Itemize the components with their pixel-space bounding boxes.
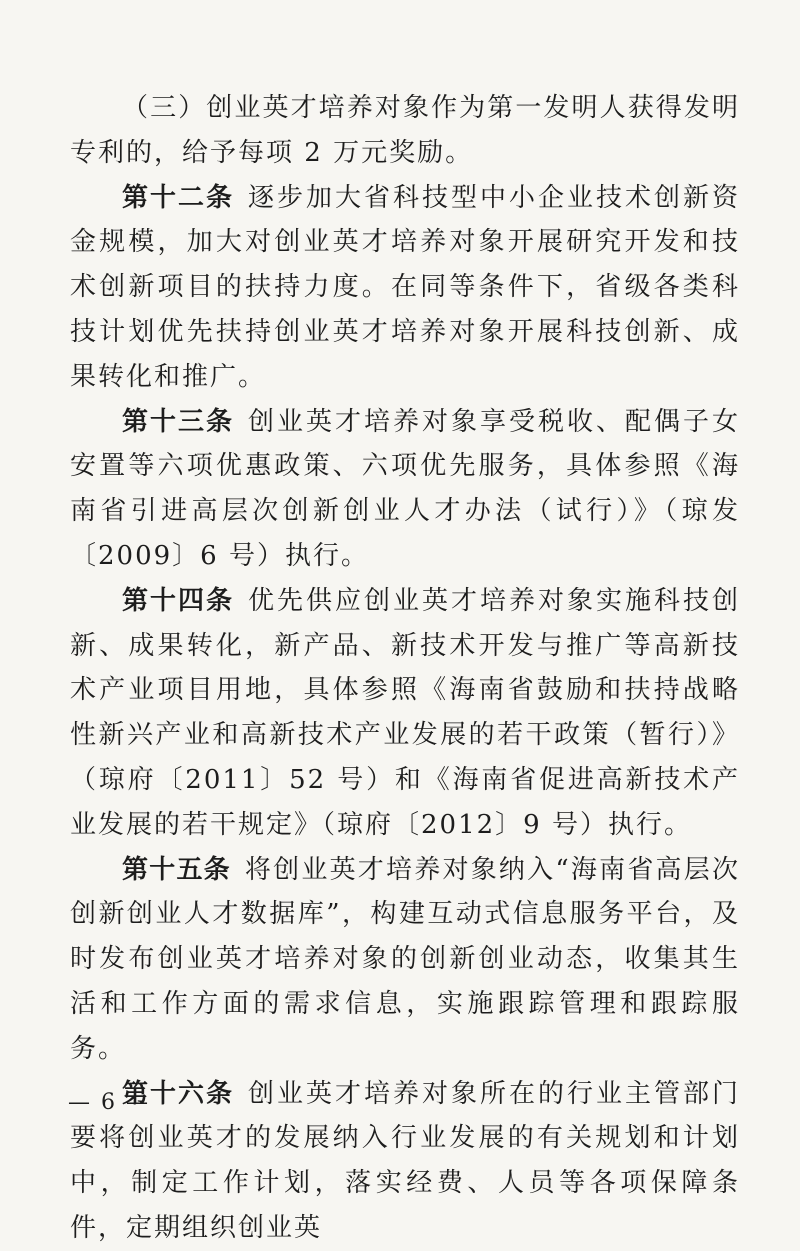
paragraph-text: 优先供应创业英才培养对象实施科技创新、成果转化，新产品、新技术开发与推广等高新技术产业项目用地，具体参照《海南省鼓励和扶持战略性新兴产业和高新技术产业发展的若干政策（暂行）》（琼府〔2011〕52 号）和《海南省促进高新技术产业发展的若干规定》（琼府〔2012〕9 号）执行。 [70,585,740,840]
article-13 [70,400,740,579]
article-12 [70,176,740,400]
article-16 [70,1072,740,1251]
article-heading: 第十四条 [122,585,234,616]
page-number: — 6 — [68,1090,150,1115]
article-heading: 第十三条 [122,406,234,437]
article-15 [70,848,740,1072]
paragraph-text: （三）创业英才培养对象作为第一发明人获得发明专利的，给予每项 2 万元奖励。 [70,93,740,168]
paragraph-text: 逐步加大省科技型中小企业技术创新资金规模，加大对创业英才培养对象开展研究开发和技术创新项目的扶持力度。在同等条件下，省级各类科技计划优先扶持创业英才培养对象开展科技创新、成果转化和推广。 [70,182,740,392]
article-heading: 第十五条 [122,854,231,885]
paragraph-text: 将创业英才培养对象纳入“海南省高层次创新创业人才数据库”，构建互动式信息服务平台，及时发布创业英才培养对象的创新创业动态，收集其生活和工作方面的需求信息，实施跟踪管理和跟踪服务。 [70,854,740,1064]
paragraph-item-3 [70,86,740,176]
article-heading: 第十二条 [122,182,234,213]
article-14 [70,579,740,848]
paragraph-text: 创业英才培养对象享受税收、配偶子女安置等六项优惠政策、六项优先服务，具体参照《海南省引进高层次创新创业人才办法（试行）》（琼发〔2009〕6 号）执行。 [70,406,740,571]
paragraph-text: 创业英才培养对象所在的行业主管部门要将创业英才的发展纳入行业发展的有关规划和计划中，制定工作计划，落实经费、人员等各项保障条件，定期组织创业英 [70,1078,740,1243]
article-heading: 第十六条 [122,1078,234,1109]
